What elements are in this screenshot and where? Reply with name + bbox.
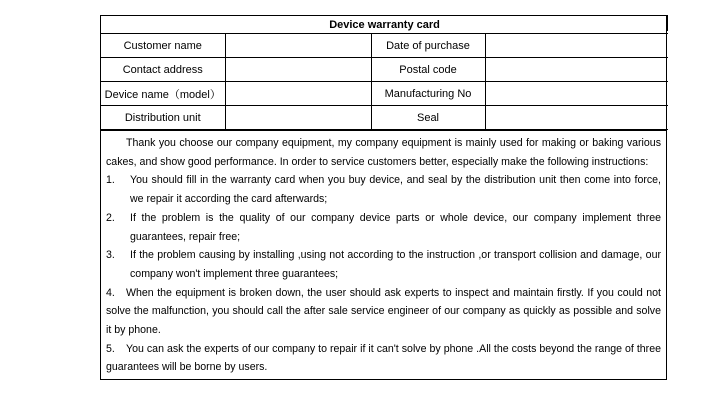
date-of-purchase-field[interactable] <box>485 34 668 58</box>
customer-name-field[interactable] <box>225 34 371 58</box>
instruction-item <box>106 284 661 340</box>
item-text: If the problem causing by installing ,using not according to the instruction ,or transport collision and damage, our company won't implement three guarantees; <box>130 249 661 280</box>
customer-name-label: Customer name <box>101 34 225 58</box>
title-row <box>101 16 668 34</box>
item-number: 2. <box>106 211 115 224</box>
item-text: You should fill in the warranty card when you buy device, and seal by the distribution unit then come into force, we repair it according the card afterwards; <box>130 174 661 206</box>
contact-address-field[interactable] <box>225 58 371 82</box>
distribution-unit-label: Distribution unit <box>101 106 225 130</box>
instruction-item <box>106 209 661 246</box>
manufacturing-no-field[interactable] <box>485 82 668 106</box>
instruction-item <box>106 171 661 208</box>
form-row <box>101 34 668 58</box>
seal-field[interactable] <box>485 106 668 130</box>
postal-code-field[interactable] <box>485 58 668 82</box>
item-text: When the equipment is broken down, the user should ask experts to inspect and maintain firstly. If you could not solve the malfunction, you should call the after sale service engineer of our company as quickly as possible and solve it by phone. <box>106 286 661 337</box>
form-row <box>101 82 668 106</box>
edge-mark <box>666 15 668 31</box>
warranty-form-table <box>101 16 668 130</box>
seal-label: Seal <box>371 106 485 130</box>
item-number: 1. <box>106 174 115 187</box>
instructions-section <box>101 130 666 379</box>
contact-address-label: Contact address <box>101 58 225 82</box>
manufacturing-no-label: Manufacturing No <box>371 82 485 106</box>
instruction-item <box>106 246 661 283</box>
intro-paragraph: Thank you choose our company equipment, my company equipment is mainly used for making or baking various cakes, and show good performance. In order to service customers better, especially make the following instructions: <box>106 137 661 168</box>
postal-code-label: Postal code <box>371 58 485 82</box>
item-text: You can ask the experts of our company to repair if it can't solve by phone .All the costs beyond the range of three guarantees will be borne by users. <box>106 342 661 374</box>
date-of-purchase-label: Date of purchase <box>371 34 485 58</box>
item-number: 3. <box>106 249 115 262</box>
item-number: 4. <box>106 286 115 299</box>
warranty-card <box>100 15 667 380</box>
card-title: Device warranty card <box>101 16 668 34</box>
form-row <box>101 58 668 82</box>
device-name-label: Device name（model） <box>101 82 225 106</box>
item-text: If the problem is the quality of our company device parts or whole device, our company implement three guarantees, repair free; <box>130 211 661 243</box>
item-number: 5. <box>106 342 115 355</box>
device-name-field[interactable] <box>225 82 371 106</box>
instruction-item <box>106 340 661 377</box>
form-row <box>101 106 668 130</box>
distribution-unit-field[interactable] <box>225 106 371 130</box>
